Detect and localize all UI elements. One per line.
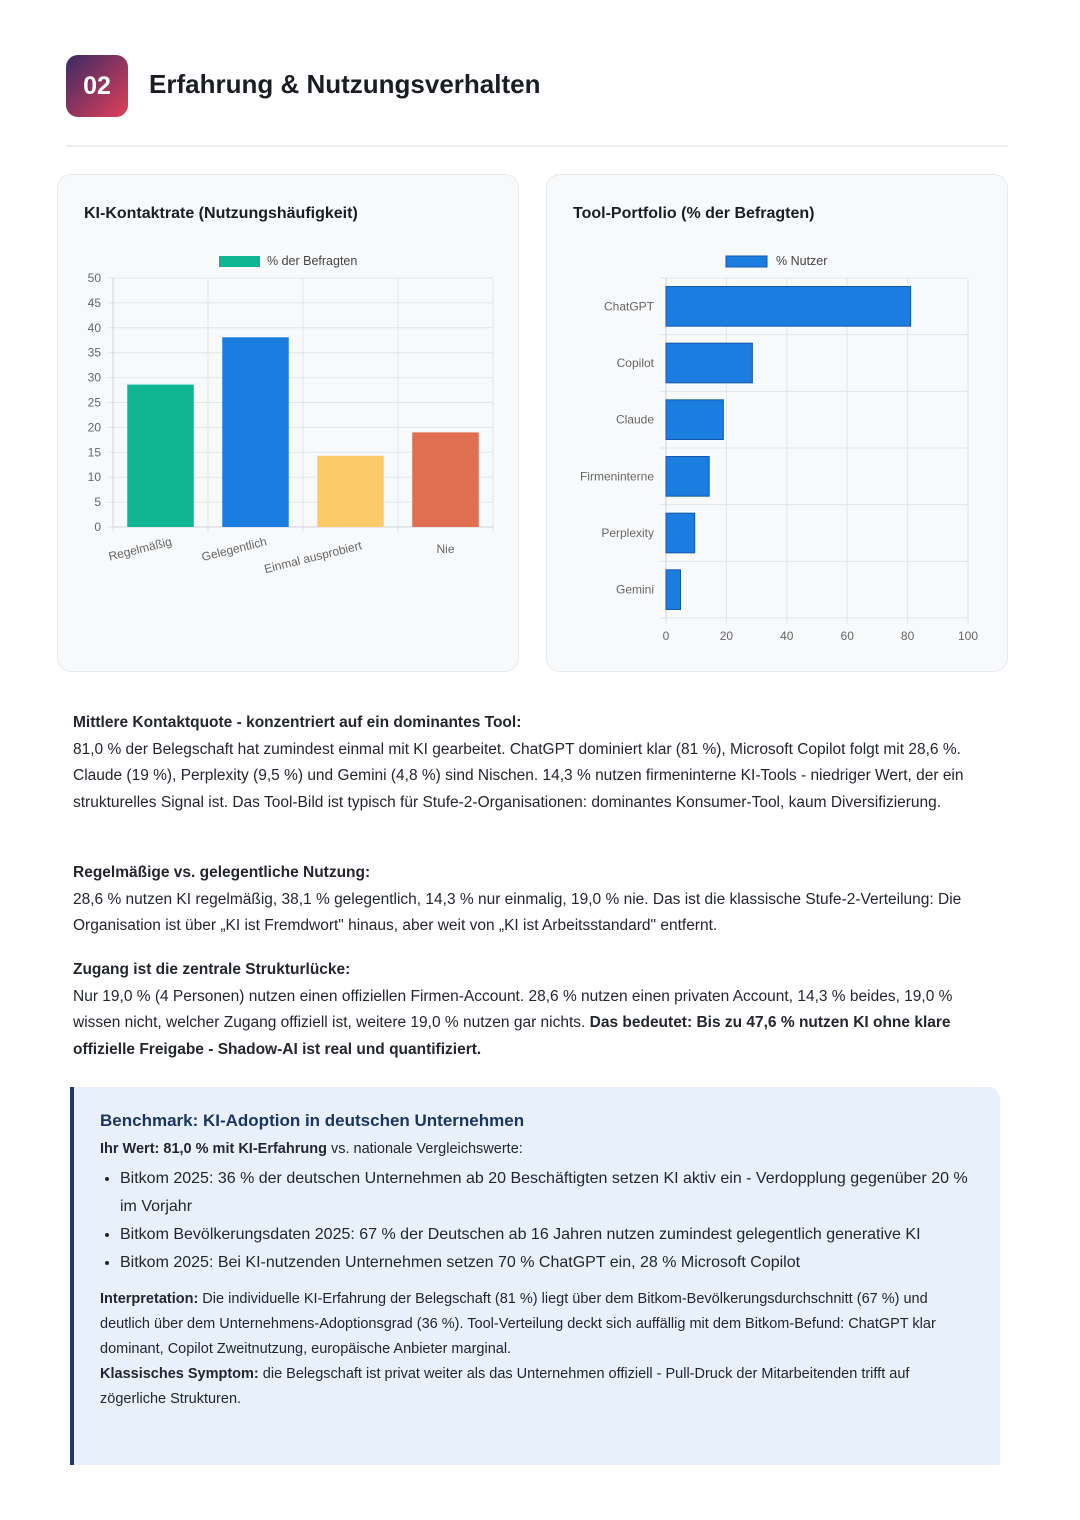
y-tick-label: 20 [87, 420, 101, 435]
y-tick-label: Firmeninterne [579, 469, 654, 484]
bar [666, 513, 695, 553]
bar [666, 343, 752, 383]
benchmark-list-item: • Bitkom Bevölkerungsdaten 2025: 67 % der Deutschen ab 16 Jahren nutzen zumindest gelegentlich generative KI [120, 1221, 974, 1249]
benchmark-own-value: Ihr Wert: 81,0 % mit KI-Erfahrung [100, 1141, 327, 1157]
bar [317, 456, 384, 527]
x-tick-label: Gelegentlich [200, 534, 269, 565]
bar [127, 385, 194, 527]
paragraph-heading: Mittlere Kontaktquote - konzentriert auf ein dominantes Tool: [73, 714, 522, 731]
symptom-label: Klassisches Symptom: [100, 1366, 259, 1382]
x-tick-label: Nie [436, 542, 455, 556]
symptom-text: die Belegschaft ist privat weiter als das Unternehmen offiziell - Pull-Druck der Mitarbeitenden trifft auf zögerliche Strukturen. [100, 1366, 910, 1407]
y-tick-label: 10 [87, 470, 101, 485]
x-tick-label: Einmal ausprobiert [262, 538, 364, 577]
analysis-paragraph-1 [73, 710, 1003, 816]
contact-rate-chart-card [57, 174, 519, 672]
paragraph-conclusion: Das bedeutet: Bis zu 47,6 % nutzen KI ohne klare offizielle Freigabe - Shadow-AI ist real und quantifiziert. [73, 1014, 951, 1058]
y-tick-label: Perplexity [601, 526, 654, 540]
chart-title: Tool-Portfolio (% der Befragten) [573, 205, 815, 222]
y-tick-label: 40 [87, 320, 101, 335]
legend-label: % der Befragten [267, 254, 358, 268]
y-tick-label: 0 [94, 520, 101, 534]
y-tick-label: 45 [87, 295, 101, 310]
section-number-badge: 02 [66, 55, 128, 117]
x-tick-label: 60 [840, 629, 854, 643]
x-tick-label: Regelmäßig [107, 534, 174, 564]
y-tick-label: 35 [87, 345, 101, 360]
interpretation-text: Die individuelle KI-Erfahrung der Belegschaft (81 %) liegt über dem Bitkom-Bevölkerungsdurchschnitt (67 %) und deutlich über dem Unternehmens-Adoptionsgrad (36 %). Tool-Verteilung deckt sich auffällig mit dem Bitkom-Befund: ChatGPT klar dominant, Copilot Zweitnutzung, europäische Anbieter marginal. [100, 1291, 936, 1357]
benchmark-box [70, 1087, 1000, 1465]
y-tick-label: 25 [87, 395, 101, 410]
bar [666, 400, 723, 440]
benchmark-list-item: • Bitkom 2025: Bei KI-nutzenden Unternehmen setzen 70 % ChatGPT ein, 28 % Microsoft Copilot [120, 1249, 974, 1277]
y-tick-label: Copilot [616, 356, 654, 370]
contact-rate-chart [58, 175, 520, 673]
bar [666, 457, 709, 497]
y-tick-label: Gemini [615, 582, 654, 597]
legend-label: % Nutzer [776, 254, 828, 268]
x-tick-label: 40 [780, 629, 794, 643]
interpretation-label: Interpretation: [100, 1291, 199, 1307]
tool-portfolio-chart-card [546, 174, 1008, 672]
benchmark-interpretation [100, 1287, 974, 1412]
benchmark-list-item: • Bitkom 2025: 36 % der deutschen Unternehmen ab 20 Beschäftigten setzen KI aktiv ein - Verdopplung gegenüber 20 % im Vorjahr [120, 1165, 974, 1221]
y-tick-label: ChatGPT [603, 299, 654, 314]
paragraph-heading: Zugang ist die zentrale Strukturlücke: [73, 961, 351, 978]
x-tick-label: 0 [662, 629, 670, 643]
section-title: Erfahrung & Nutzungsverhalten [149, 69, 541, 99]
y-tick-label: 30 [87, 370, 101, 385]
paragraph-heading: Regelmäßige vs. gelegentliche Nutzung: [73, 864, 371, 881]
legend-swatch [219, 256, 260, 267]
analysis-paragraph-2 [73, 860, 1003, 940]
section-header [66, 55, 1008, 147]
y-tick-label: 5 [94, 495, 101, 510]
benchmark-intro [100, 1141, 974, 1157]
bar [412, 432, 479, 527]
benchmark-title: Benchmark: KI-Adoption in deutschen Unternehmen [100, 1111, 525, 1130]
y-tick-label: 50 [87, 271, 101, 285]
bar [666, 287, 911, 327]
bar [222, 337, 289, 527]
paragraph-body: 28,6 % nutzen KI regelmäßig, 38,1 % gelegentlich, 14,3 % nur einmalig, 19,0 % nie. Das ist die klassische Stufe-2-Verteilung: Die Organisation ist über „KI ist Fremdwort" hinaus, aber weit von „KI ist Arbeitsstandard" entfernt. [73, 890, 962, 934]
y-tick-label: Claude [615, 412, 654, 427]
x-tick-label: 80 [900, 629, 915, 643]
x-tick-label: 20 [719, 629, 734, 643]
paragraph-body: 81,0 % der Belegschaft hat zumindest einmal mit KI gearbeitet. ChatGPT dominiert klar (81 %), Microsoft Copilot folgt mit 28,6 %. Claude (19 %), Perplexity (9,5 %) und Gemini (4,8 %) sind Nischen. 14,3 % nutzen firmeninterne KI-Tools - niedriger Wert, der ein strukturelles Signal ist. Das Tool-Bild ist typisch für Stufe-2-Organisationen: dominantes Konsumer-Tool, kaum Diversifizierung. [73, 740, 964, 811]
bar [666, 570, 680, 610]
benchmark-list [100, 1165, 974, 1277]
x-tick-label: 100 [957, 629, 979, 643]
benchmark-intro-text: vs. nationale Vergleichswerte: [326, 1141, 523, 1157]
paragraph-body: Nur 19,0 % (4 Personen) nutzen einen offiziellen Firmen-Account. 28,6 % nutzen einen privaten Account, 14,3 % beides, 19,0 % wissen nicht, welcher Zugang offiziell ist, weitere 19,0 % nutzen gar nichts. [73, 987, 953, 1031]
analysis-paragraph-3 [73, 957, 1003, 1063]
chart-title: KI-Kontaktrate (Nutzungshäufigkeit) [84, 205, 358, 222]
y-tick-label: 15 [87, 445, 101, 460]
legend-swatch [726, 256, 767, 267]
tool-portfolio-chart [547, 175, 1009, 673]
